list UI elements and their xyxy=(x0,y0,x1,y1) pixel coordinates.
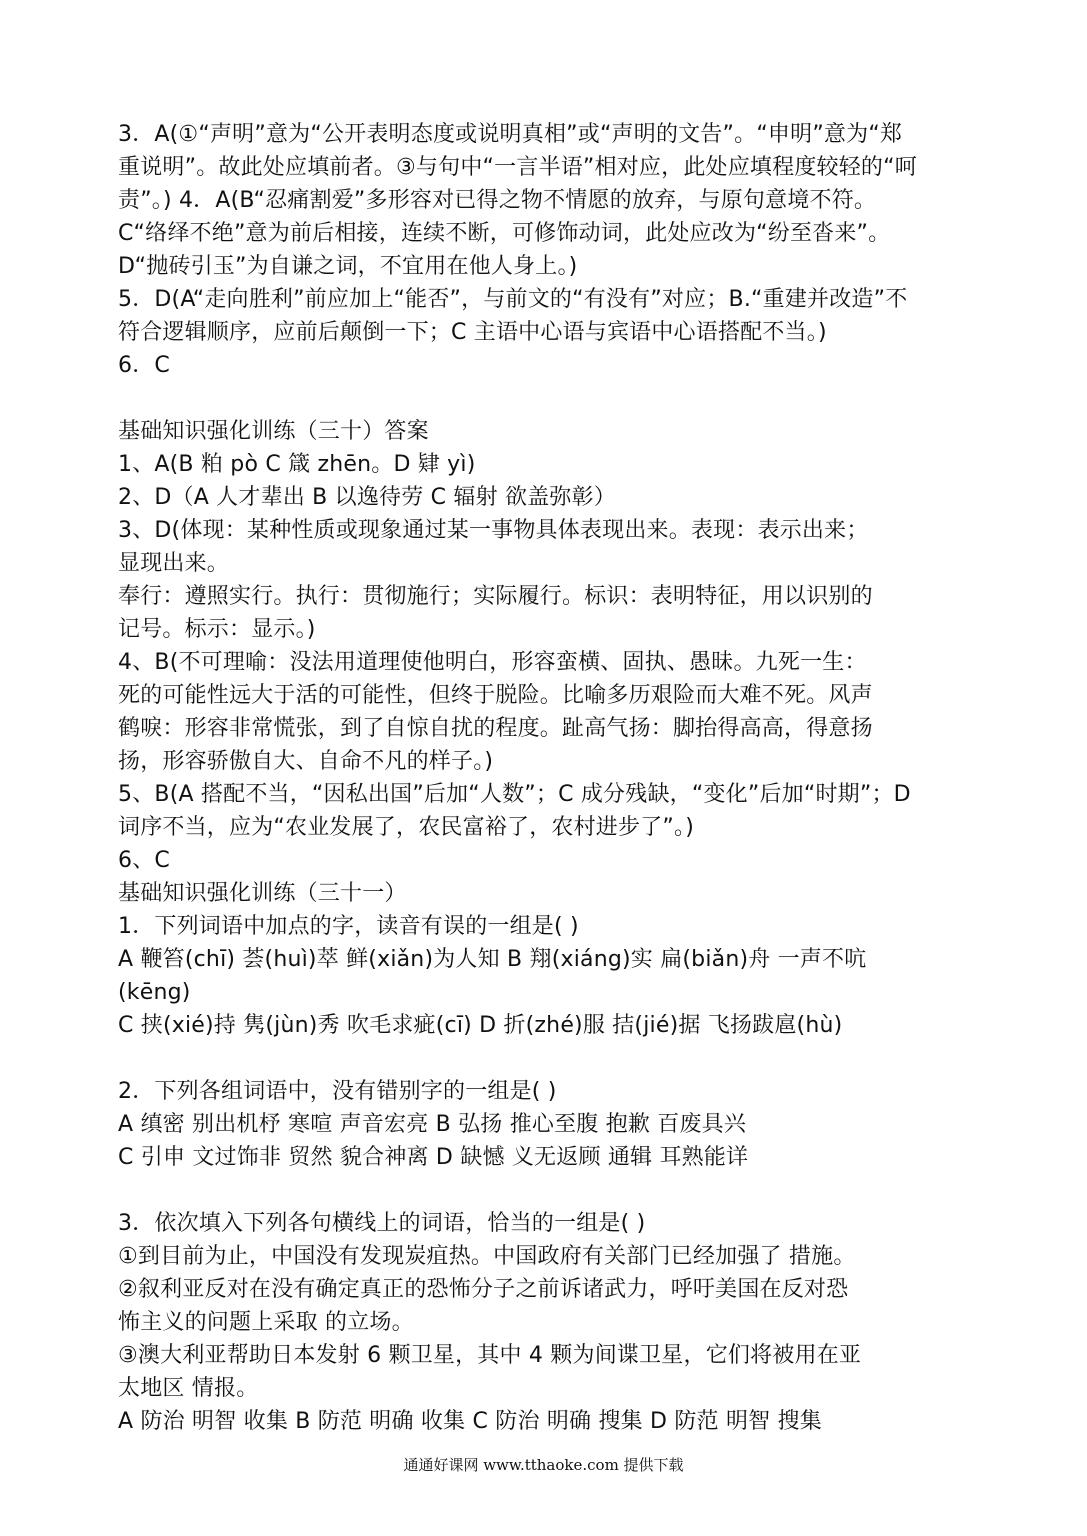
text-line: 3．依次填入下列各句横线上的词语，恰当的一组是( ) xyxy=(118,1211,646,1236)
text-line: C“络绎不绝”意为前后相接，连续不断，可修饰动词，此处应改为“纷至沓来”。 xyxy=(118,221,891,246)
text-line: ③澳大利亚帮助日本发射 6 颗卫星，其中 4 颗为间谍卫星，它们将被用在亚 xyxy=(118,1343,862,1368)
text-line: 5、B(A 搭配不当，“因私出国”后加“人数”；C 成分残缺，“变化”后加“时期”；D xyxy=(118,782,911,807)
text-line: 死的可能性远大于活的可能性，但终于脱险。比喻多历艰险而大难不死。风声 xyxy=(118,683,873,708)
text-line: 5．D(A“走向胜利”前应加上“能否”，与前文的“有没有”对应；B.“重建并改造”不 xyxy=(118,287,908,312)
text-line: 1、A(B 粕 pò C 箴 zhēn。D 肄 yì) xyxy=(118,452,476,477)
text-line: 基础知识强化训练（三十一） xyxy=(118,881,407,906)
text-line: 6．C xyxy=(118,353,170,378)
text-line: 责”。) 4．A(B“忍痛割爱”多形容对已得之物不情愿的放弃，与原句意境不符。 xyxy=(118,188,877,213)
text-line: C 引申 文过饰非 贸然 貌合神离 D 缺憾 义无返顾 通辑 耳熟能详 xyxy=(118,1145,749,1170)
text-line: 词序不当，应为“农业发展了，农民富裕了，农村进步了”。) xyxy=(118,815,694,840)
text-line: 4、B(不可理喻：没法用道理使他明白，形容蛮横、固执、愚昧。九死一生： xyxy=(118,650,867,675)
text-line: A 鞭笞(chī) 荟(huì)萃 鲜(xiǎn)为人知 B 翔(xiáng)实 扁(biǎn)舟 一声不吭 xyxy=(118,947,867,972)
text-line: 扬，形容骄傲自大、自命不凡的样子。) xyxy=(118,749,494,774)
text-line: 显现出来。 xyxy=(118,551,230,576)
text-line: D“抛砖引玉”为自谦之词，不宜用在他人身上。) xyxy=(118,254,578,279)
text-line: ①到目前为止，中国没有发现炭疽热。中国政府有关部门已经加强了 措施。 xyxy=(118,1244,856,1269)
text-line: 2、D（A 人才辈出 B 以逸待劳 C 辐射 欲盖弥彰） xyxy=(118,485,617,510)
text-line: 3、D(体现：某种性质或现象通过某一事物具体表现出来。表现：表示出来； xyxy=(118,518,869,543)
text-line: C 挟(xié)持 隽(jùn)秀 吹毛求疵(cī) D 折(zhé)服 拮(jié)据 飞扬跋扈(hù) xyxy=(118,1013,843,1038)
text-line: 重说明”。故此处应填前者。③与句中“一言半语”相对应，此处应填程度较轻的“呵 xyxy=(118,155,917,180)
blank-line xyxy=(118,382,978,415)
text-line: 2．下列各组词语中，没有错别字的一组是( ) xyxy=(118,1079,557,1104)
blank-line xyxy=(118,1174,978,1207)
text-line: 1．下列词语中加点的字，读音有误的一组是( ) xyxy=(118,914,579,939)
text-line: A 防治 明智 收集 B 防范 明确 收集 C 防治 明确 搜集 D 防范 明智 搜集 xyxy=(118,1409,822,1434)
document-body xyxy=(118,118,978,1438)
text-line: 6、C xyxy=(118,848,170,873)
text-line: 记号。标示：显示。) xyxy=(118,617,316,642)
text-line: 3．A(①“声明”意为“公开表明态度或说明真相”或“声明的文告”。“申明”意为“郑 xyxy=(118,122,903,147)
text-line: ②叙利亚反对在没有确定真正的恐怖分子之前诉诸武力，呼吁美国在反对恐 xyxy=(118,1277,849,1302)
text-line: 奉行：遵照实行。执行：贯彻施行；实际履行。标识：表明特征，用以识别的 xyxy=(118,584,873,609)
text-line: (kēng) xyxy=(118,980,191,1005)
page-footer: 通通好课网 www.tthaoke.com 提供下载 xyxy=(403,1456,684,1474)
text-line: 太地区 情报。 xyxy=(118,1376,259,1401)
text-line: 怖主义的问题上采取 的立场。 xyxy=(118,1310,414,1335)
text-line: 符合逻辑顺序，应前后颠倒一下；C 主语中心语与宾语中心语搭配不当。) xyxy=(118,320,827,345)
text-line: A 缜密 别出机杼 寒喧 声音宏亮 B 弘扬 推心至腹 抱歉 百废具兴 xyxy=(118,1112,747,1137)
text-line: 基础知识强化训练（三十）答案 xyxy=(118,419,429,444)
text-line: 鹤唳：形容非常慌张，到了自惊自扰的程度。趾高气扬：脚抬得高高，得意扬 xyxy=(118,716,873,741)
blank-line xyxy=(118,1042,978,1075)
